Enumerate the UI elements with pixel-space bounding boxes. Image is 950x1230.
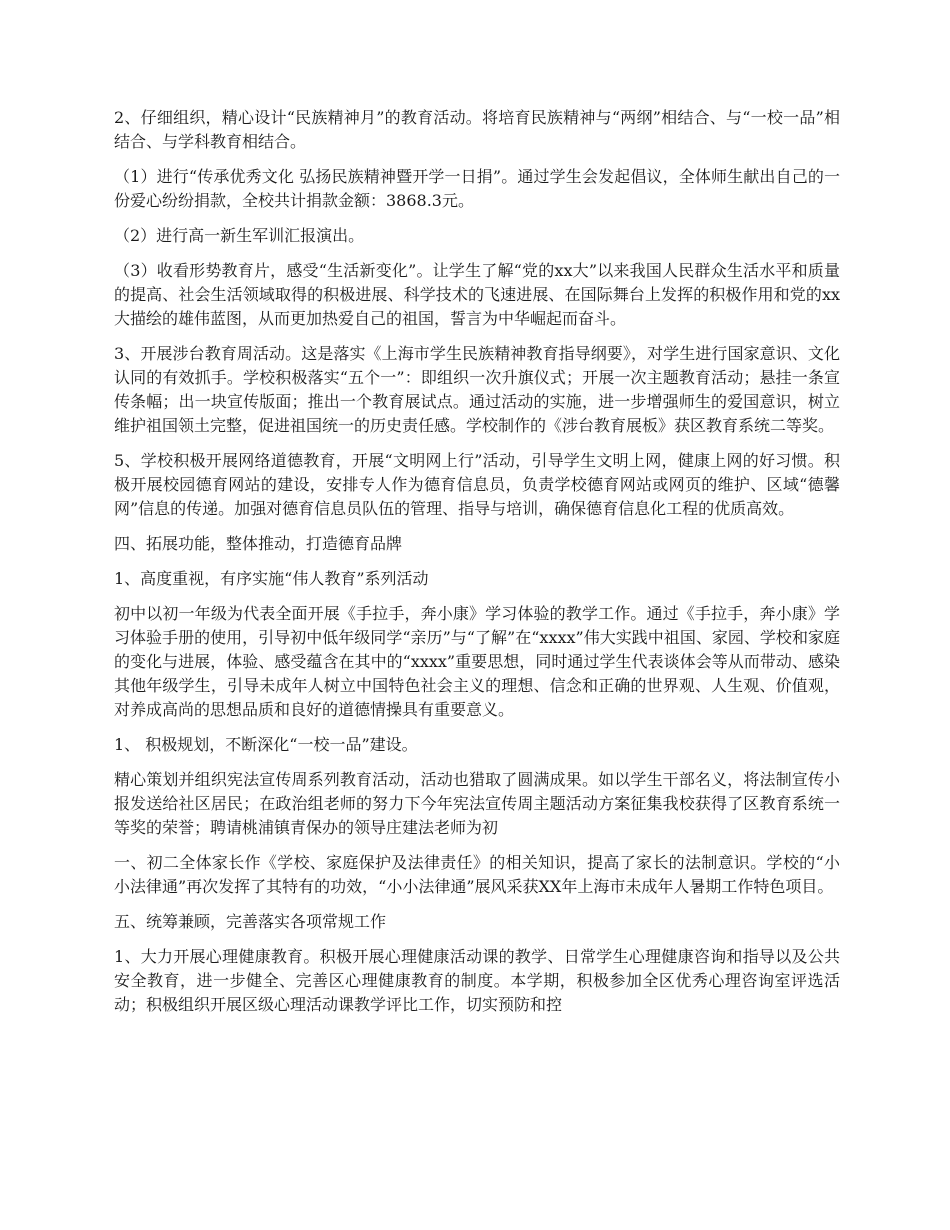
paragraph-6: 5、学校积极开展网络道德教育，开展“文明网上行”活动，引导学生文明上网，健康上网的好习惯。积极开展校园德育网站的建设，安排专人作为德育信息员，负责学校德育网站或网页的维护、区域“德馨网”信息的传递。加强对德育信息员队伍的管理、指导与培训，确保德育信息化工程的优质高效。 bbox=[114, 451, 840, 518]
paragraph-1: 2、仔细组织，精心设计“民族精神月”的教育活动。将培育民族精神与“两纲”相结合、与“一校一品”相结合、与学科教育相结合。 bbox=[114, 108, 840, 151]
subheading-one-school-one-brand: 1、 积极规划，不断深化“一校一品”建设。 bbox=[114, 735, 418, 754]
paragraph-3: （2）进行高一新生军训汇报演出。 bbox=[114, 226, 365, 245]
document-body bbox=[114, 106, 840, 1028]
paragraph-8: 精心策划并组织宪法宣传周系列教育活动，活动也猎取了圆满成果。如以学生干部名义，将法制宣传小报发送给社区居民；在政治组老师的努力下今年宪法宣传周主题活动方案征集我校获得了区教育系统一等奖的荣誉；聘请桃浦镇青保办的领导庄建法老师为初 bbox=[114, 770, 840, 837]
paragraph-10: 1、大力开展心理健康教育。积极开展心理健康活动课的教学、日常学生心理健康咨询和指导以及公共安全教育，进一步健全、完善区心理健康教育的制度。本学期，积极参加全区优秀心理咨询室评选活动；积极组织开展区级心理活动课教学评比工作，切实预防和控 bbox=[114, 947, 840, 1014]
paragraph-9: 一、初二全体家长作《学校、家庭保护及法律责任》的相关知识，提高了家长的法制意识。学校的“小小法律通”再次发挥了其特有的功效，“小小法律通”展风采获XX年上海市未成年人暑期工作特色项目。 bbox=[114, 853, 840, 896]
paragraph-4: （3）收看形势教育片，感受“生活新变化”。让学生了解“党的xx大”以来我国人民群众生活水平和质量的提高、社会生活领域取得的积极进展、科学技术的飞速进展、在国际舞台上发挥的积极作用和党的xx大描绘的雄伟蓝图，从而更加热爱自己的祖国，誓言为中华崛起而奋斗。 bbox=[114, 261, 840, 328]
paragraph-2: （1）进行“传承优秀文化 弘扬民族精神暨开学一日捐”。通过学生会发起倡议，全体师生献出自己的一份爱心纷纷捐款，全校共计捐款金额：3868.3元。 bbox=[114, 167, 840, 210]
subheading-great-person-education: 1、高度重视，有序实施“伟人教育”系列活动 bbox=[114, 569, 429, 588]
paragraph-5: 3、开展涉台教育周活动。这是落实《上海市学生民族精神教育指导纲要》，对学生进行国家意识、文化认同的有效抓手。学校积极落实“五个一”：即组织一次升旗仪式；开展一次主题教育活动；悬挂一条宣传条幅；出一块宣传版面；推出一个教育展试点。通过活动的实施，进一步增强师生的爱国意识，树立维护祖国领土完整，促进祖国统一的历史责任感。学校制作的《涉台教育展板》获区教育系统二等奖。 bbox=[114, 344, 840, 435]
section-heading-5: 五、统筹兼顾，完善落实各项常规工作 bbox=[114, 912, 387, 931]
section-heading-4: 四、拓展功能，整体推动，打造德育品牌 bbox=[114, 534, 403, 553]
paragraph-7: 初中以初一年级为代表全面开展《手拉手，奔小康》学习体验的教学工作。通过《手拉手，奔小康》学习体验手册的使用，引导初中低年级同学“亲历”与“了解”在“xxxx”伟大实践中祖国、家园、学校和家庭的变化与进展，体验、感受蕴含在其中的“xxxx”重要思想，同时通过学生代表谈体会等从而带动、感染其他年级学生，引导未成年人树立中国特色社会主义的理想、信念和正确的世界观、人生观、价值观，对养成高尚的思想品质和良好的道德情操具有重要意义。 bbox=[114, 604, 840, 719]
